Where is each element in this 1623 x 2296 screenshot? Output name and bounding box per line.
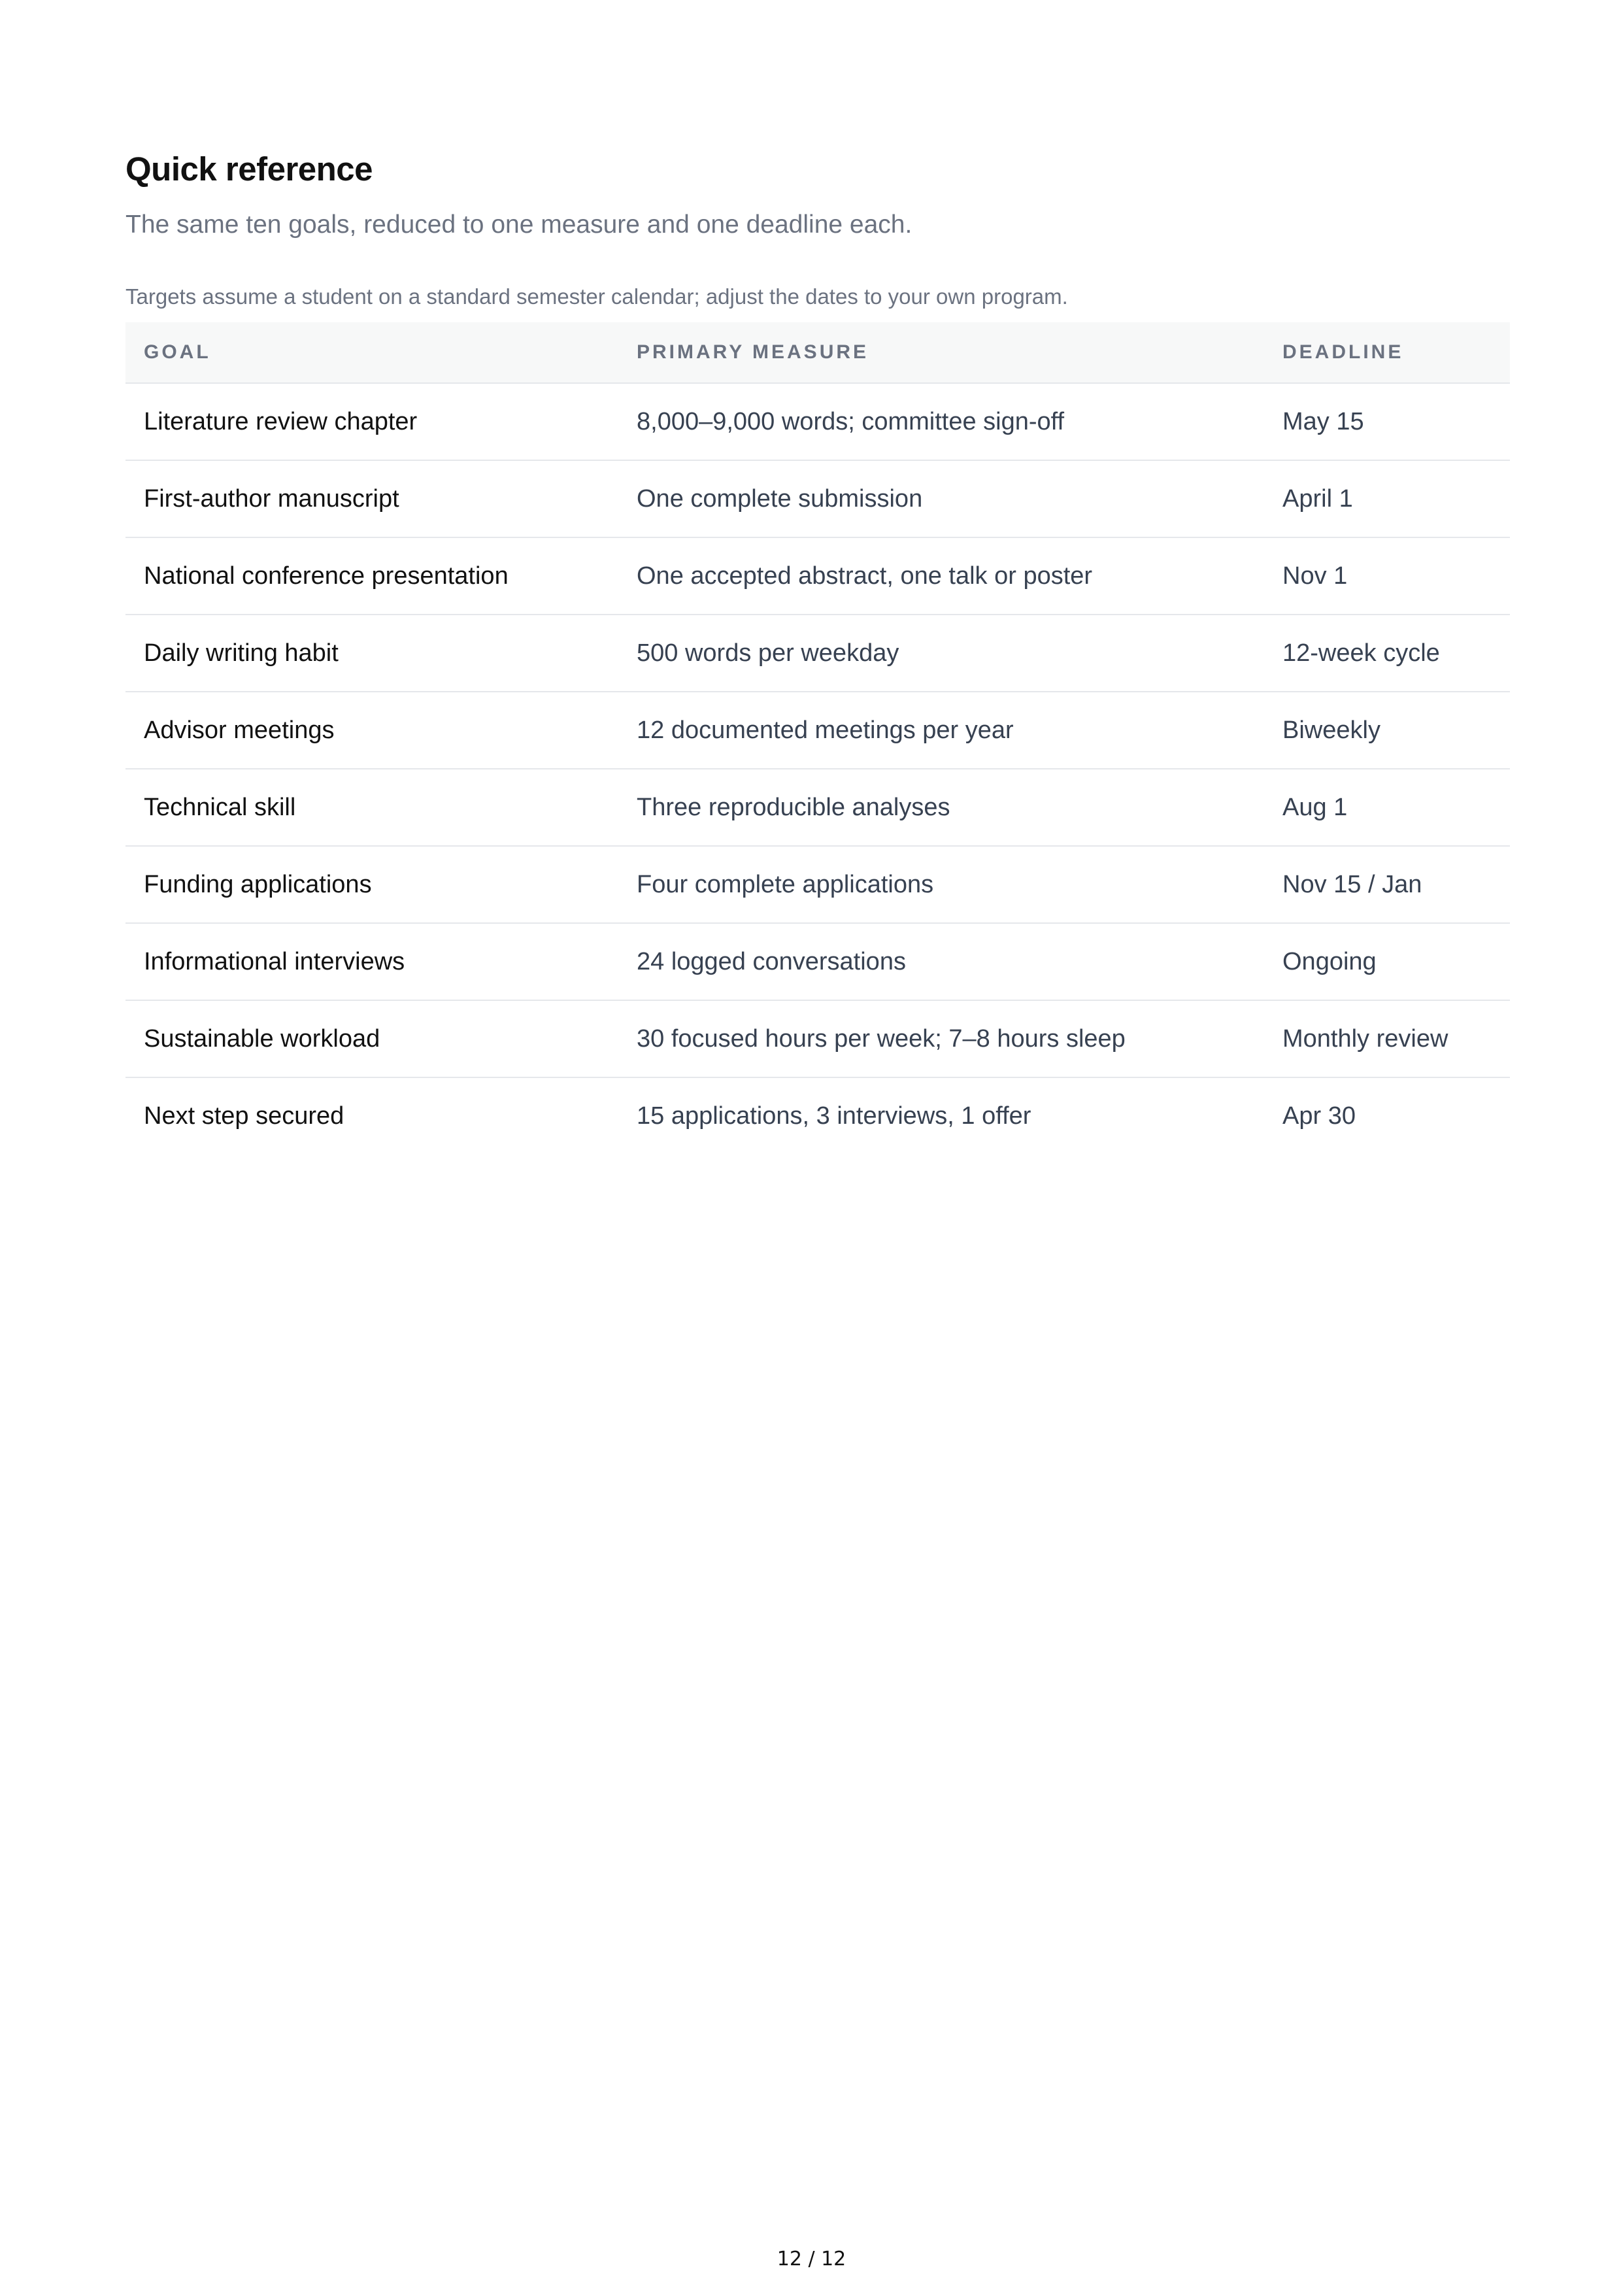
goal-cell: First-author manuscript xyxy=(125,460,618,537)
measure-cell: 24 logged conversations xyxy=(618,923,1264,1000)
measure-cell: 15 applications, 3 interviews, 1 offer xyxy=(637,1102,1031,1130)
deadline-cell: Nov 1 xyxy=(1264,537,1510,615)
deadline-cell: Biweekly xyxy=(1264,692,1510,769)
column-header-primary-measure: PRIMARY MEASURE xyxy=(618,322,1264,383)
goal-cell: Technical skill xyxy=(125,769,618,846)
deadline-cell: April 1 xyxy=(1264,460,1510,537)
page-subtitle: The same ten goals, reduced to one measure and one deadline each. xyxy=(125,211,912,239)
goal-cell: Funding applications xyxy=(125,846,618,923)
table-row xyxy=(125,846,1510,923)
deadline-cell: May 15 xyxy=(1264,383,1510,460)
deadline-cell: 12-week cycle xyxy=(1264,615,1510,692)
goal-cell: Informational interviews xyxy=(125,923,618,1000)
goal-cell: Advisor meetings xyxy=(125,692,618,769)
measure-cell: Four complete applications xyxy=(618,846,1264,923)
table-row xyxy=(125,1077,1510,1154)
measure-cell: 8,000–9,000 words; committee sign-off xyxy=(618,383,1264,460)
goal-cell: Next step secured xyxy=(144,1102,344,1130)
measure-cell: One accepted abstract, one talk or poster xyxy=(618,537,1264,615)
deadline-cell: Nov 15 / Jan xyxy=(1264,846,1510,923)
measure-cell: Three reproducible analyses xyxy=(618,769,1264,846)
column-header-deadline: DEADLINE xyxy=(1264,322,1510,383)
measure-cell: 12 documented meetings per year xyxy=(618,692,1264,769)
table-caption: Targets assume a student on a standard semester calendar; adjust the dates to your own program. xyxy=(125,284,1068,309)
table-row xyxy=(125,1000,1510,1077)
table-row xyxy=(125,383,1510,460)
page-number: 12 / 12 xyxy=(777,2248,846,2271)
measure-cell: 30 focused hours per week; 7–8 hours sleep xyxy=(618,1000,1264,1077)
quick-reference-table xyxy=(125,322,1510,1154)
table-row xyxy=(125,769,1510,846)
table-row xyxy=(125,923,1510,1000)
deadline-cell: Monthly review xyxy=(1264,1000,1510,1077)
goal-cell: Literature review chapter xyxy=(125,383,618,460)
goal-cell: National conference presentation xyxy=(125,537,618,615)
deadline-cell: Ongoing xyxy=(1264,923,1510,1000)
table-row xyxy=(125,537,1510,615)
column-header-goal: GOAL xyxy=(125,322,618,383)
measure-cell: One complete submission xyxy=(618,460,1264,537)
table-row xyxy=(125,615,1510,692)
deadline-cell: Aug 1 xyxy=(1264,769,1510,846)
page-title: Quick reference xyxy=(125,150,373,188)
table-row xyxy=(125,460,1510,537)
deadline-cell: Apr 30 xyxy=(1282,1102,1356,1130)
table-row xyxy=(125,692,1510,769)
table-header-row xyxy=(125,322,1510,383)
goal-cell: Sustainable workload xyxy=(125,1000,618,1077)
goal-cell: Daily writing habit xyxy=(125,615,618,692)
measure-cell: 500 words per weekday xyxy=(618,615,1264,692)
document-page xyxy=(125,145,1510,1154)
